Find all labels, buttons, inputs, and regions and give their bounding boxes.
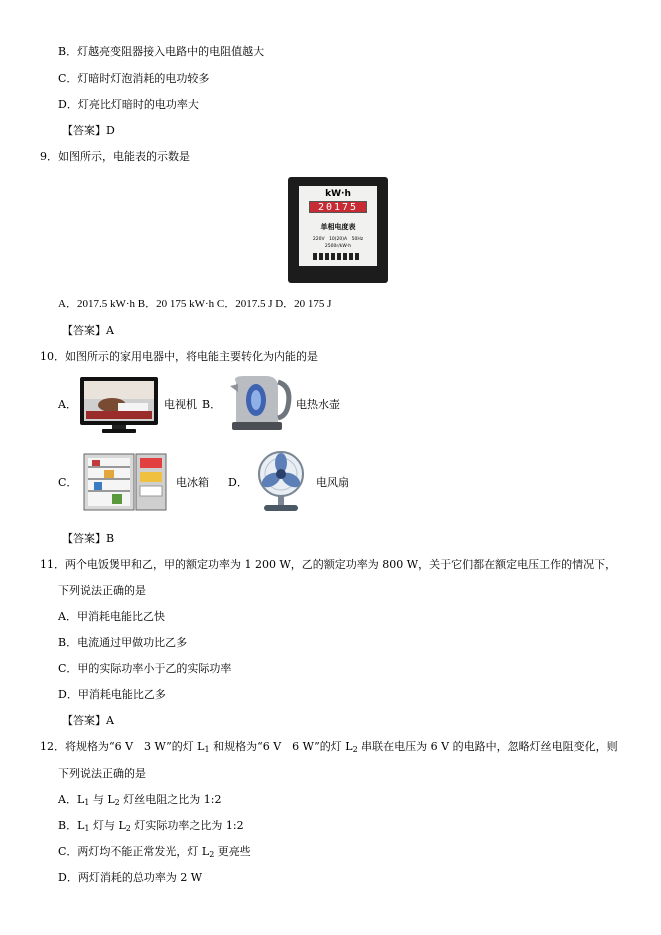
television-icon (78, 375, 160, 435)
q10-option-a-letter: A． (58, 398, 77, 411)
meter-face (299, 186, 377, 266)
q11-answer: 【答案】A (62, 714, 114, 727)
q12-option-b: B．$L_1$ 灯与 $L_2$ 灯实际功率之比为 1:2 (58, 819, 244, 833)
q11-option-a: A．甲消耗电能比乙快 (58, 610, 165, 623)
q10-option-c-letter: C． (58, 476, 78, 489)
q10-option-a-label: 电视机 (164, 398, 197, 411)
q10-option-d-label: 电风扇 (316, 476, 349, 489)
q9-stem: 9．如图所示，电能表的示数是 (40, 150, 190, 163)
meter-counter-bars (313, 253, 359, 260)
meter-spec: 220V 10(20)A 50Hz (312, 237, 364, 242)
refrigerator-icon (82, 452, 168, 512)
q11-option-d: D．甲消耗电能比乙多 (58, 688, 166, 701)
q12-option-d: D．两灯消耗的总功率为 2 W (58, 871, 203, 884)
q12-option-a: A．$L_1$ 与 $L_2$ 灯丝电阻之比为 1:2 (58, 793, 222, 807)
electric-meter-image (288, 177, 388, 283)
q10-option-d-letter: D． (228, 476, 248, 489)
meter-unit: kW·h (325, 189, 351, 199)
meter-revolutions: 2500r/kW·h (324, 244, 352, 249)
q12-stem-continued: 下列说法正确的是 (58, 767, 146, 780)
q8-option-c: C．灯暗时灯泡消耗的电功较多 (58, 72, 210, 85)
q10-option-c-label: 电冰箱 (176, 476, 209, 489)
q10-stem: 10．如图所示的家用电器中，将电能主要转化为内能的是 (40, 350, 318, 363)
meter-reading: 20175 (309, 201, 367, 213)
q8-option-d: D．灯亮比灯暗时的电功率大 (58, 98, 199, 111)
q12-stem: 12．将规格为“6 V 3 W”的灯 $L_1$ 和规格为“6 V 6 W”的灯 $L_2$ 串联在电压为 6 V 的电路中，忽略灯丝电阻变化，则 (40, 740, 618, 754)
q10-option-b-letter: B． (202, 398, 222, 411)
q12-option-c: C．两灯均不能正常发光，灯 $L_2$ 更亮些 (58, 845, 251, 859)
q11-option-b: B．电流通过甲做功比乙多 (58, 636, 188, 649)
q8-option-b: B．灯越亮变阻器接入电路中的电阻值越大 (58, 45, 265, 58)
q9-options: A．2017.5 kW·h B．20 175 kW·h C．2017.5 J D．20 175 J (58, 298, 332, 310)
q10-answer: 【答案】B (62, 532, 115, 545)
meter-name: 单相电度表 (320, 223, 356, 231)
q11-option-c: C．甲的实际功率小于乙的实际功率 (58, 662, 232, 675)
q10-option-b-label: 电热水壶 (296, 398, 340, 411)
q9-answer: 【答案】A (62, 324, 114, 337)
electric-kettle-icon (222, 372, 292, 436)
q11-stem: 11．两个电饭煲甲和乙，甲的额定功率为 1 200 W，乙的额定功率为 800 W，关于它们都在额定电压工作的情况下， (40, 558, 617, 571)
q8-answer: 【答案】D (62, 124, 115, 137)
electric-fan-icon (250, 450, 312, 514)
q11-stem-continued: 下列说法正确的是 (58, 584, 146, 597)
